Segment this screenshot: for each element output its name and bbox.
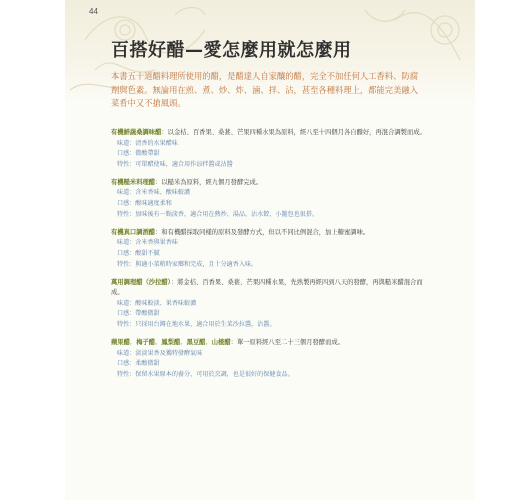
page-number: 44	[89, 7, 98, 16]
page-title: 百搭好醋—愛怎麼用就怎麼用	[111, 40, 352, 61]
vinegar-description: 以金桔、百香果、桑葚、芒果四種水果為原料，經八至十四個月各自醱好，再混合調製而成。	[167, 129, 426, 136]
vinegar-section	[111, 228, 429, 271]
attribute-texture: 口感：柔酸微甜	[117, 360, 160, 368]
vinegar-description: 和有機醋採取同樣的原料及發酵方式，但以不同比例混合，加上糖蜜調味。	[161, 228, 370, 236]
entry-line: 蘋果醋．梅子醋．鳳梨醋．黑豆醋．山楂醋：單一原料經八至二十三個月發酵而成。	[111, 339, 344, 347]
vinegar-description: 單一原料經八至二十三個月發酵而成。	[236, 339, 344, 347]
vinegar-name: 有機糙米料理醋	[111, 178, 156, 186]
vinegar-description: 將金桔、百香果、桑葚、芒果四種水果，先熟製再經四到八天的發酵，再與糙米醋混合而成。	[111, 278, 423, 297]
attribute-feature: 特性：只採用台灣在地水果，適合用於生菜沙拉醬，沾醬。	[117, 321, 276, 329]
attribute-taste: 味道：清香的水果醋味	[117, 139, 178, 147]
entry-line: 萬用調理醋（沙拉醋）：將金桔、百香果、桑葚、芒果四種水果，先熟製再經四到八天的發酵，再與糙米醋混合而成。	[111, 278, 423, 297]
vinegar-section	[111, 338, 429, 381]
entry-line: 有機糙米料理醋：以糙米為原料，經九個月發酵完成。	[111, 178, 263, 186]
attribute-taste: 味道：含米香味、酸味較濃	[117, 189, 191, 197]
intro-paragraph: 本書五十道醋料理所使用的醋，是醋達人自家釀的醋，完全不加任何人工香料、防腐劑與色素。無論用在煎、煮、炒、炸、滷、拌、沾，甚至各種料理上，都能完美融入菜肴中又不搶風頭。	[111, 71, 418, 108]
vinegar-name: 蘋果醋．梅子醋．鳳梨醋．黑豆醋．山楂醋	[111, 339, 231, 347]
attribute-feature: 特性：加味後有一點淡香，適合用在熱炒、湯品、沾水餃、小籠包也很搭。	[117, 210, 319, 218]
vinegar-section	[111, 128, 429, 171]
attribute-taste: 味道：淡淡果香及獨特發酵氣味	[117, 349, 203, 357]
attribute-feature: 特性：與適小菜稍時家鄉和完成，且十分適香入味。	[117, 260, 258, 268]
attribute-feature: 特性：可單醋使味，適合用作涼拌醬或沾醬	[117, 161, 233, 169]
attribute-taste: 味道：含米香與果香味	[117, 239, 178, 247]
vinegar-name: 有機鮮蔬桑調味醋	[111, 129, 162, 136]
vinegar-name: 有機真口調酒醋	[111, 228, 156, 236]
attribute-texture: 口感：微酸帶甜	[117, 150, 160, 158]
book-page	[65, 0, 475, 500]
attribute-feature: 特性：保留水果原本的養分，可用於烹調，也是很好的保健食品。	[117, 371, 294, 379]
attribute-taste: 味道：酸味較淡、果香味較濃	[117, 299, 197, 307]
vinegar-name: 萬用調理醋（沙拉醋）	[111, 278, 171, 286]
attribute-texture: 口感：帶酸微甜	[117, 310, 160, 318]
attribute-texture: 口感：酸甜不膩	[117, 250, 160, 258]
attribute-texture: 口感：酸味適度柔和	[117, 200, 172, 208]
vinegar-section	[111, 278, 429, 331]
vinegar-description: 以糙米為原料，經九個月發酵完成。	[161, 178, 263, 186]
vinegar-list	[111, 128, 429, 388]
entry-line: 有機真口調酒醋：和有機醋採取同樣的原料及發酵方式，但以不同比例混合，加上糖蜜調味。	[111, 228, 370, 236]
entry-line: 有機鮮蔬桑調味醋：以金桔、百香果、桑葚、芒果四種水果為原料，經八至十四個月各自醱好，再混合調製而成。	[111, 129, 426, 136]
vinegar-section	[111, 178, 429, 221]
